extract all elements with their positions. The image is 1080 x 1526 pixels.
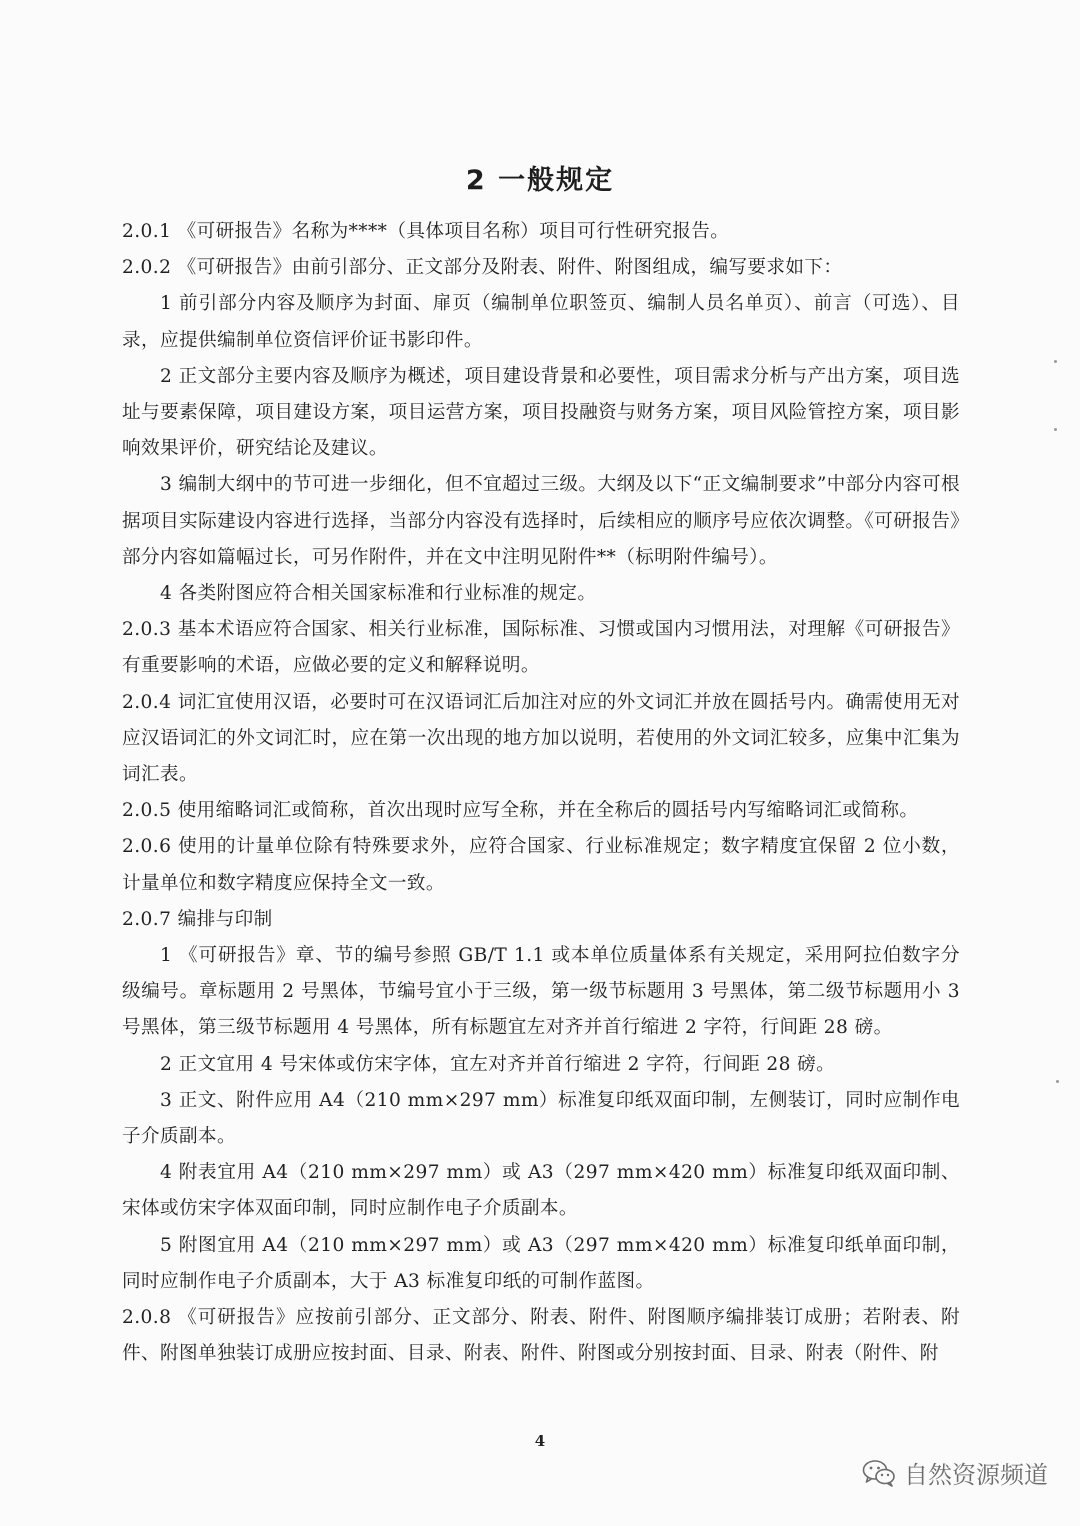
watermark xyxy=(862,1455,1048,1490)
chapter-title: 2 一般规定 xyxy=(465,165,615,196)
clause-2-0-7-item-2: 2 正文宜用 4 号宋体或仿宋字体，宜左对齐并首行缩进 2 字符，行间距 28 磅。 xyxy=(160,1053,836,1075)
clause-2-0-6: 2.0.6 使用的计量单位除有特殊要求外，应符合国家、行业标准规定；数字精度宜保留 2 位小数，计量单位和数字精度应保持全文一致。 xyxy=(122,836,960,894)
clause-2-0-7-item-3: 3 正文、附件应用 A4（210 mm×297 mm）标准复印纸双面印制，左侧装订，同时应制作电子介质副本。 xyxy=(122,1089,960,1148)
scan-speck xyxy=(1054,428,1057,431)
clause-2-0-7: 2.0.7 编排与印制 xyxy=(122,908,273,930)
clause-2-0-8: 2.0.8 《可研报告》应按前引部分、正文部分、附表、附件、附图顺序编排装订成册；若附表、附件、附图单独装订成册应按封面、目录、附表、附件、附图或分别按封面、目录、附表（附件、附 xyxy=(122,1307,960,1365)
page-number: 4 xyxy=(534,1432,546,1450)
clause-2-0-2-item-3: 3 编制大纲中的节可进一步细化，但不宜超过三级。大纲及以下“正文编制要求”中部分内容可根据项目实际建设内容进行选择，当部分内容没有选择时，后续相应的顺序号应依次调整。《可研报告》部分内容如篇幅过长，可另作附件，并在文中注明见附件**（标明附件编号）。 xyxy=(122,474,960,568)
watermark-text: 自然资源频道 xyxy=(904,1461,1048,1489)
scan-speck xyxy=(1054,360,1057,363)
clause-2-0-2: 2.0.2 《可研报告》由前引部分、正文部分及附表、附件、附图组成，编写要求如下： xyxy=(122,257,843,279)
clause-2-0-7-item-1: 1 《可研报告》章、节的编号参照 GB/T 1.1 或本单位质量体系有关规定，采用阿拉伯数字分级编号。章标题用 2 号黑体，节编号宜小于三级，第一级节标题用 3 号黑体，第二级节标题用小 3 号黑体，第三级节标题用 4 号黑体，所有标题宜左对齐并首行缩进 2 字符，行间距 28 磅。 xyxy=(122,945,960,1039)
clause-2-0-7-item-5: 5 附图宜用 A4（210 mm×297 mm）或 A3（297 mm×420 mm）标准复印纸单面印制，同时应制作电子介质副本，大于 A3 标准复印纸的可制作蓝图。 xyxy=(122,1234,960,1292)
scan-speck xyxy=(1056,1080,1059,1083)
body-text xyxy=(122,214,960,1373)
clause-2-0-4: 2.0.4 词汇宜使用汉语，必要时可在汉语词汇后加注对应的外文词汇并放在圆括号内。确需使用无对应汉语词汇的外文词汇时，应在第一次出现的地方加以说明，若使用的外文词汇较多，应集中汇集为词汇表。 xyxy=(122,691,960,786)
clause-2-0-1: 2.0.1 《可研报告》名称为****（具体项目名称）项目可行性研究报告。 xyxy=(122,221,730,242)
clause-2-0-7-item-4: 4 附表宜用 A4（210 mm×297 mm）或 A3（297 mm×420 mm）标准复印纸双面印制、宋体或仿宋字体双面印制，同时应制作电子介质副本。 xyxy=(122,1162,960,1220)
clause-2-0-2-item-4: 4 各类附图应符合相关国家标准和行业标准的规定。 xyxy=(160,583,597,605)
clause-2-0-2-item-1: 1 前引部分内容及顺序为封面、扉页（编制单位职签页、编制人员名单页）、前言（可选）、目录，应提供编制单位资信评价证书影印件。 xyxy=(122,293,960,351)
clause-2-0-5: 2.0.5 使用缩略词汇或简称，首次出现时应写全称，并在全称后的圆括号内写缩略词汇或简称。 xyxy=(122,800,919,822)
clause-2-0-3: 2.0.3 基本术语应符合国家、相关行业标准，国际标准、习惯或国内习惯用法，对理解《可研报告》有重要影响的术语，应做必要的定义和解释说明。 xyxy=(122,619,960,677)
clause-2-0-2-item-2: 2 正文部分主要内容及顺序为概述，项目建设背景和必要性，项目需求分析与产出方案，项目选址与要素保障，项目建设方案，项目运营方案，项目投融资与财务方案，项目风险管控方案，项目影响效果评价，研究结论及建议。 xyxy=(122,365,960,460)
wechat-icon xyxy=(862,1459,896,1487)
